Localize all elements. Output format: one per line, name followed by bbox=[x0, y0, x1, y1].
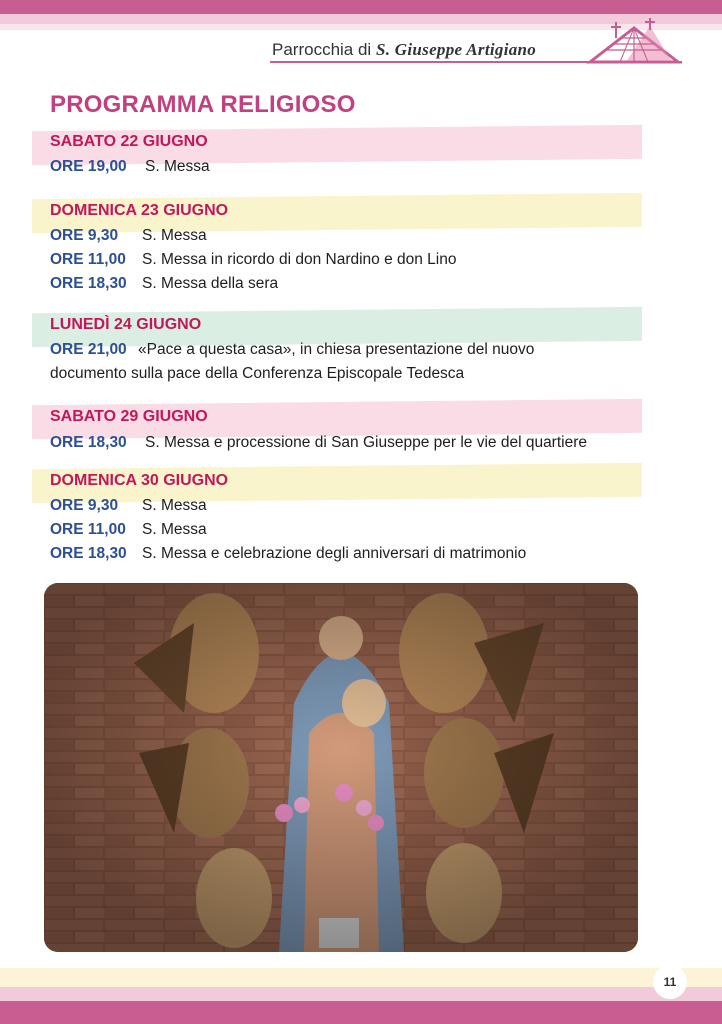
event-time: ORE 11,00 bbox=[50, 251, 126, 268]
bottom-stripe-light bbox=[0, 987, 722, 1001]
parish-name bbox=[272, 40, 536, 60]
event-time: ORE 11,00 bbox=[50, 521, 126, 538]
event-row bbox=[50, 497, 207, 515]
event-row bbox=[50, 227, 207, 245]
event-text: S. Messa bbox=[142, 521, 207, 538]
event-text: S. Messa bbox=[142, 497, 207, 514]
event-row bbox=[50, 341, 534, 359]
event-text: S. Messa della sera bbox=[142, 275, 279, 292]
event-text-continuation: documento sulla pace della Conferenza Episcopale Tedesca bbox=[50, 365, 465, 382]
event-row bbox=[50, 545, 526, 563]
event-text: «Pace a questa casa», in chiesa presentazione del nuovo bbox=[138, 341, 535, 358]
bottom-stripe bbox=[0, 1001, 722, 1024]
event-time: ORE 9,30 bbox=[50, 497, 119, 514]
parish-header bbox=[270, 36, 690, 64]
top-stripe bbox=[0, 0, 722, 14]
parish-saint: S. Giuseppe Artigiano bbox=[375, 40, 537, 59]
page-title: PROGRAMMA RELIGIOSO bbox=[50, 91, 356, 118]
event-row bbox=[50, 251, 457, 269]
day-heading: SABATO 29 GIUGNO bbox=[50, 408, 208, 425]
event-text: S. Messa bbox=[142, 227, 207, 244]
madonna-with-angels-photo bbox=[44, 583, 638, 952]
event-row bbox=[50, 434, 587, 452]
day-heading: DOMENICA 30 GIUGNO bbox=[50, 472, 229, 489]
event-text: S. Messa in ricordo di don Nardino e don Lino bbox=[142, 251, 457, 268]
parish-prefix: Parrocchia di bbox=[272, 40, 372, 59]
event-text: S. Messa e celebrazione degli anniversari di matrimonio bbox=[142, 545, 527, 562]
church-icon bbox=[586, 18, 682, 64]
day-heading: SABATO 22 GIUGNO bbox=[50, 133, 208, 150]
event-time: ORE 18,30 bbox=[50, 434, 127, 451]
page-number: 11 bbox=[653, 965, 687, 999]
event-time: ORE 19,00 bbox=[50, 158, 127, 175]
header-underline bbox=[270, 61, 600, 63]
day-heading: DOMENICA 23 GIUGNO bbox=[50, 202, 229, 219]
day-heading: LUNEDÌ 24 GIUGNO bbox=[50, 316, 202, 333]
event-row bbox=[50, 158, 210, 176]
event-time: ORE 18,30 bbox=[50, 275, 127, 292]
bottom-stripe-pale bbox=[0, 968, 722, 987]
event-time: ORE 9,30 bbox=[50, 227, 119, 244]
event-time: ORE 21,00 bbox=[50, 341, 127, 358]
event-row bbox=[50, 521, 207, 539]
event-time: ORE 18,30 bbox=[50, 545, 127, 562]
event-text: S. Messa e processione di San Giuseppe per le vie del quartiere bbox=[145, 434, 587, 451]
event-row bbox=[50, 275, 278, 293]
event-text: S. Messa bbox=[145, 158, 210, 175]
